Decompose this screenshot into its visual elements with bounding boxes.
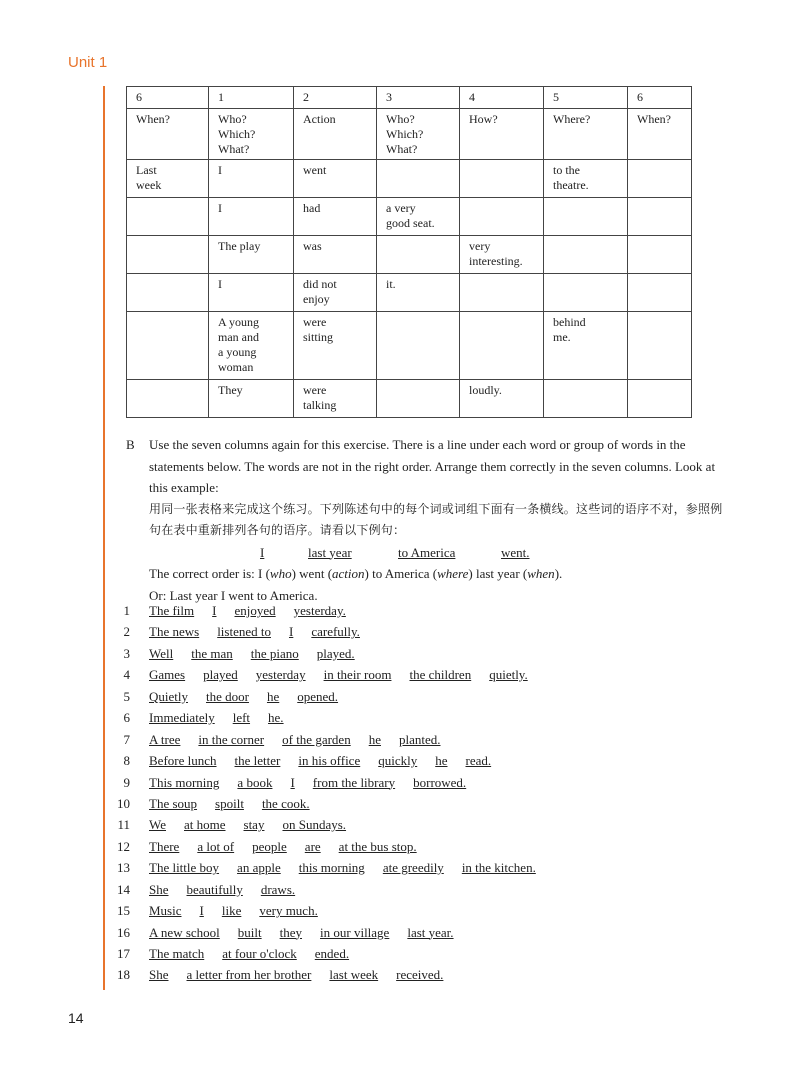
cell-text: talking xyxy=(303,398,337,412)
cell-text: Where? xyxy=(553,112,591,126)
underlined-word-group: at four o'clock xyxy=(222,946,297,961)
table-row xyxy=(127,312,692,380)
underlined-word-group: he xyxy=(368,731,381,747)
underlined-word-group: at home xyxy=(184,817,226,833)
cell-text: I xyxy=(218,163,222,177)
cell-text: to the xyxy=(553,163,580,177)
table-cell xyxy=(127,274,209,312)
table-cell xyxy=(628,109,692,160)
underlined-word-group: built xyxy=(237,924,262,940)
exercise-number: 1 xyxy=(123,603,130,618)
table-cell xyxy=(209,109,294,160)
underlined-word-group: quietly. xyxy=(489,667,528,683)
exercise-number: 4 xyxy=(123,667,130,683)
table-cell xyxy=(460,160,544,198)
cell-text: man and xyxy=(218,330,259,344)
cell-text: had xyxy=(303,201,321,215)
exercise-words xyxy=(149,796,328,812)
underlined-word-group: received. xyxy=(396,967,444,983)
underlined-word-group: carefully. xyxy=(311,624,360,640)
exercise-number: 13 xyxy=(117,860,130,876)
exercise-number: 14 xyxy=(117,881,130,897)
underlined-word-group: on Sundays. xyxy=(282,817,347,833)
exercise-words xyxy=(149,775,484,791)
cell-text: When? xyxy=(136,112,170,126)
exercise-words xyxy=(149,753,509,769)
exercise-number: 2 xyxy=(123,624,130,640)
table-cell xyxy=(628,160,692,198)
underlined-word-group: The soup xyxy=(149,795,198,811)
instruction-chinese: 用同一张表格来完成这个练习。下列陈述句中的每个词或词组下面有一条横线。这些词的语序不对，参照例句在表中重新排列各句的语序。请看以下例句： xyxy=(149,501,723,537)
underlined-word-group: he. xyxy=(268,710,284,726)
cell-text: How? xyxy=(469,112,498,126)
underlined-word-group: The film xyxy=(149,603,195,618)
table-cell xyxy=(377,198,460,236)
exercise-number: 8 xyxy=(123,753,130,769)
underlined-word-group: listened to xyxy=(217,624,271,640)
cell-text: interesting. xyxy=(469,254,523,268)
cell-text: 5 xyxy=(553,90,559,104)
underlined-word-group: I xyxy=(199,903,204,919)
table-cell xyxy=(377,160,460,198)
underlined-word-group: in their room xyxy=(323,667,392,683)
underlined-word-group: The little boy xyxy=(149,860,220,876)
underlined-word-group: a lot of xyxy=(197,838,235,854)
table-cell xyxy=(127,380,209,418)
cell-text: Last xyxy=(136,163,157,177)
underlined-word-group: stay xyxy=(243,817,265,833)
exercise-words xyxy=(149,732,459,748)
cell-text: theatre. xyxy=(553,178,589,192)
exercise-words xyxy=(149,903,336,919)
underlined-word-group: read. xyxy=(465,753,492,769)
table-row xyxy=(127,236,692,274)
cell-text: Action xyxy=(303,112,336,126)
exercise-words xyxy=(149,624,378,640)
cell-text: A young xyxy=(218,315,260,329)
exercise-number: 15 xyxy=(117,903,130,919)
underlined-word-group: in his office xyxy=(298,753,361,769)
underlined-word-group: in the corner xyxy=(198,731,265,747)
margin-rule xyxy=(103,86,105,990)
underlined-word-group: beautifully xyxy=(186,881,243,897)
underlined-word-group: a letter from her brother xyxy=(186,967,312,983)
table-cell xyxy=(294,380,377,418)
underlined-word-group: Music xyxy=(149,903,182,919)
exercise-number: 9 xyxy=(123,774,130,790)
exercise-words xyxy=(149,882,313,898)
underlined-word-group: a book xyxy=(237,774,273,790)
table-cell xyxy=(377,274,460,312)
exercise-number: 6 xyxy=(123,710,130,726)
table-row xyxy=(127,198,692,236)
underlined-word-group: he xyxy=(435,753,448,769)
cell-text: Who? xyxy=(218,112,247,126)
underlined-word-group: ate greedily xyxy=(382,860,444,876)
table-cell xyxy=(127,236,209,274)
underlined-word-group: spoilt xyxy=(215,795,244,811)
table-cell xyxy=(460,198,544,236)
cell-text: good seat. xyxy=(386,216,435,230)
underlined-word-group: quickly xyxy=(378,753,418,769)
alternative-order-line: Or: Last year I went to America. xyxy=(149,587,318,603)
underlined-word-group: Quietly xyxy=(149,688,188,704)
cell-text: a young xyxy=(218,345,257,359)
underlined-word-group: She xyxy=(149,881,169,897)
table-cell xyxy=(127,312,209,380)
underlined-word-group: draws. xyxy=(260,881,296,897)
table-cell xyxy=(377,312,460,380)
cell-text: enjoy xyxy=(303,292,330,306)
table-cell xyxy=(544,236,628,274)
underlined-word-group: enjoyed xyxy=(234,603,276,618)
table-row xyxy=(127,274,692,312)
exercise-number: 11 xyxy=(117,817,130,833)
cell-text: 3 xyxy=(386,90,392,104)
underlined-word-group: in our village xyxy=(320,924,390,940)
cell-text: What? xyxy=(386,142,418,156)
cell-text: Which? xyxy=(386,127,424,141)
exercise-number: 18 xyxy=(117,967,130,983)
table-cell xyxy=(377,236,460,274)
underlined-word-group: people xyxy=(252,838,287,854)
underlined-word-group: I xyxy=(288,624,294,640)
exercise-number: 10 xyxy=(117,795,130,811)
table-row xyxy=(127,380,692,418)
exercise-words xyxy=(149,860,554,876)
underlined-word-group: last year. xyxy=(407,924,454,940)
table-cell xyxy=(127,109,209,160)
exercise-words xyxy=(149,667,546,683)
table-cell xyxy=(294,236,377,274)
example-word: I xyxy=(260,544,265,560)
cell-text: were xyxy=(303,315,327,329)
underlined-word-group: played xyxy=(203,667,238,683)
exercise-words xyxy=(149,689,356,705)
table-cell xyxy=(377,87,460,109)
underlined-word-group: the letter xyxy=(234,753,281,769)
cell-text: was xyxy=(303,239,322,253)
table-cell xyxy=(294,87,377,109)
cell-text: woman xyxy=(218,360,254,374)
cell-text: a very xyxy=(386,201,416,215)
underlined-word-group: Well xyxy=(149,645,174,661)
underlined-word-group: he xyxy=(266,688,280,704)
example-word: to America xyxy=(398,544,456,560)
cell-text: When? xyxy=(637,112,671,126)
exercise-words xyxy=(149,646,373,662)
table-cell xyxy=(544,160,628,198)
cell-text: very xyxy=(469,239,491,253)
underlined-word-group: in the kitchen. xyxy=(461,860,536,876)
table-cell xyxy=(127,198,209,236)
underlined-word-group: yesterday. xyxy=(293,603,346,618)
cell-text: were xyxy=(303,383,327,397)
exercise-words xyxy=(149,925,472,941)
table-cell xyxy=(209,198,294,236)
underlined-word-group: planted. xyxy=(398,731,441,747)
cell-text: 6 xyxy=(637,90,643,104)
exercise-number: 7 xyxy=(123,731,130,747)
exercise-number: 12 xyxy=(117,838,130,854)
table-cell xyxy=(377,109,460,160)
example-word: went. xyxy=(501,544,530,560)
column-number-row xyxy=(127,87,692,109)
table-cell xyxy=(460,274,544,312)
underlined-word-group: We xyxy=(149,817,166,833)
exercise-number: 16 xyxy=(117,924,130,940)
exercise-number: 3 xyxy=(123,645,130,661)
cell-text: did not xyxy=(303,277,337,291)
underlined-word-group: This morning xyxy=(149,774,220,790)
underlined-word-group: the door xyxy=(206,688,249,704)
underlined-word-group: the piano xyxy=(250,645,299,661)
cell-text: it. xyxy=(386,277,396,291)
cell-text: 4 xyxy=(469,90,475,104)
cell-text: I xyxy=(218,277,222,291)
table-cell xyxy=(628,312,692,380)
table-cell xyxy=(460,312,544,380)
exercise-words xyxy=(149,603,364,619)
table-cell xyxy=(544,109,628,160)
underlined-word-group: from the library xyxy=(312,774,396,790)
cell-text: Who? xyxy=(386,112,415,126)
table-cell xyxy=(377,380,460,418)
table-cell xyxy=(209,160,294,198)
exercise-words xyxy=(149,946,367,962)
underlined-word-group: There xyxy=(149,838,180,854)
section-letter: B xyxy=(126,437,135,452)
underlined-word-group: A new school xyxy=(149,924,220,940)
underlined-word-group: A tree xyxy=(149,731,181,747)
table-cell xyxy=(544,198,628,236)
underlined-word-group: of the garden xyxy=(282,731,351,747)
example-word: last year xyxy=(308,544,352,560)
table-cell xyxy=(628,87,692,109)
table-cell xyxy=(127,160,209,198)
table-cell xyxy=(460,236,544,274)
underlined-word-group: they xyxy=(279,924,303,940)
example-sentence xyxy=(149,542,726,564)
table-row xyxy=(127,160,692,198)
cell-text: loudly. xyxy=(469,383,502,397)
section-b xyxy=(126,434,726,606)
table-cell xyxy=(628,380,692,418)
underlined-word-group: an apple xyxy=(237,860,281,876)
underlined-word-group: opened. xyxy=(297,688,339,704)
underlined-word-group: I xyxy=(290,774,295,790)
underlined-word-group: the children xyxy=(409,667,472,683)
table-cell xyxy=(628,236,692,274)
table-cell xyxy=(460,380,544,418)
underlined-word-group: yesterday xyxy=(255,667,306,683)
underlined-word-group: Immediately xyxy=(149,710,215,726)
table-cell xyxy=(544,274,628,312)
underlined-word-group: are xyxy=(304,838,321,854)
underlined-word-group: this morning xyxy=(298,860,365,876)
cell-text: sitting xyxy=(303,330,334,344)
cell-text: They xyxy=(218,383,243,397)
underlined-word-group: Before lunch xyxy=(149,753,217,769)
table-cell xyxy=(544,87,628,109)
cell-text: Which? xyxy=(218,127,256,141)
table-cell xyxy=(544,380,628,418)
underlined-word-group: last week xyxy=(329,967,379,983)
column-label-row xyxy=(127,109,692,160)
underlined-word-group: ended. xyxy=(314,946,350,961)
underlined-word-group: I xyxy=(212,603,217,618)
table-cell xyxy=(460,87,544,109)
cell-text: me. xyxy=(553,330,571,344)
underlined-word-group: left xyxy=(232,710,251,726)
table-cell xyxy=(294,312,377,380)
underlined-word-group: She xyxy=(149,967,169,983)
page-number: 14 xyxy=(68,1010,84,1026)
table-cell xyxy=(460,109,544,160)
exercise-words xyxy=(149,839,435,855)
table-cell xyxy=(209,380,294,418)
instruction-english: Use the seven columns again for this exercise. There is a line under each word or group of words in the statements below. The words are not in the right order. Arrange them correctly in the seven columns. Look at this example: xyxy=(149,437,716,495)
underlined-word-group: The news xyxy=(149,624,200,640)
underlined-word-group: borrowed. xyxy=(413,774,467,790)
table-cell xyxy=(628,274,692,312)
cell-text: behind xyxy=(553,315,586,329)
table-cell xyxy=(628,198,692,236)
cell-text: 6 xyxy=(136,90,142,104)
table-cell xyxy=(544,312,628,380)
table-cell xyxy=(294,160,377,198)
cell-text: The play xyxy=(218,239,261,253)
correct-order-line: The correct order is: I (who) went (action) to America (where) last year (when). xyxy=(149,566,563,581)
underlined-word-group: at the bus stop. xyxy=(338,838,417,854)
underlined-word-group: played. xyxy=(316,645,355,661)
cell-text: What? xyxy=(218,142,250,156)
table-cell xyxy=(294,109,377,160)
exercise-words xyxy=(149,817,364,833)
cell-text: 1 xyxy=(218,90,224,104)
underlined-word-group: the cook. xyxy=(261,795,310,811)
cell-text: week xyxy=(136,178,162,192)
cell-text: went xyxy=(303,163,327,177)
exercise-words xyxy=(149,710,302,726)
underlined-word-group: like xyxy=(221,903,242,919)
exercise-words xyxy=(149,967,461,983)
table-cell xyxy=(209,87,294,109)
unit-label: Unit 1 xyxy=(68,54,108,71)
table-cell xyxy=(294,198,377,236)
cell-text: I xyxy=(218,201,222,215)
underlined-word-group: the man xyxy=(191,645,233,661)
table-cell xyxy=(294,274,377,312)
table-cell xyxy=(127,87,209,109)
table-cell xyxy=(209,236,294,274)
table-cell xyxy=(209,274,294,312)
underlined-word-group: Games xyxy=(149,667,186,683)
seven-column-table xyxy=(126,86,692,418)
underlined-word-group: very much. xyxy=(259,903,318,919)
cell-text: 2 xyxy=(303,90,309,104)
exercise-number: 17 xyxy=(117,946,130,961)
table-cell xyxy=(209,312,294,380)
exercise-number: 5 xyxy=(123,688,130,704)
underlined-word-group: The match xyxy=(149,946,205,961)
